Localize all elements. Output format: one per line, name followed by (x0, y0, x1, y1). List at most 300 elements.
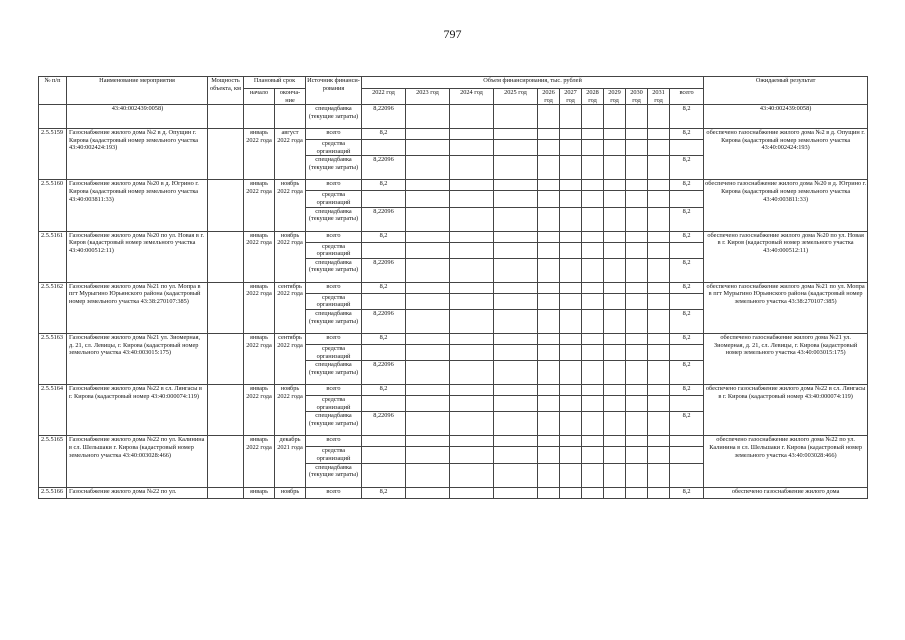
cell-year (582, 447, 604, 463)
header-start: начало (244, 89, 275, 105)
cell-year (450, 282, 494, 293)
cell-year (626, 412, 648, 436)
cell-power (208, 105, 244, 129)
cell-year (582, 344, 604, 360)
cell-year (582, 156, 604, 180)
cell-year (538, 129, 560, 140)
cell-year (406, 129, 450, 140)
header-power: Мощность объекта, км (208, 77, 244, 105)
cell-power (208, 436, 244, 487)
cell-year (648, 242, 670, 258)
cell-power (208, 129, 244, 180)
cell-year (604, 258, 626, 282)
cell-end: ноябрь 2022 года (275, 180, 306, 231)
cell-2022: 8,22096 (362, 412, 406, 436)
cell-2022 (362, 344, 406, 360)
cell-year (494, 333, 538, 344)
cell-year (406, 463, 450, 487)
cell-year (560, 309, 582, 333)
cell-year (604, 105, 626, 129)
cell-total: 8,2 (670, 385, 704, 396)
cell-year (494, 412, 538, 436)
cell-total: 8,2 (670, 180, 704, 191)
header-year: 2027 год (560, 89, 582, 105)
cell-year (648, 207, 670, 231)
cell-year (582, 282, 604, 293)
cell-2022 (362, 191, 406, 207)
cell-year (604, 180, 626, 191)
cell-name: Газоснабжение жилого дома №21 ул. Зиомерная, д. 21, сл. Левицы, г. Кирова (кадастровый номер земельного участка 43:40:003015:175) (67, 333, 208, 384)
cell-year (406, 282, 450, 293)
cell-year (626, 447, 648, 463)
cell-year (648, 180, 670, 191)
cell-source: всего (306, 385, 362, 396)
cell-year (626, 105, 648, 129)
cell-2022 (362, 463, 406, 487)
cell-year (582, 309, 604, 333)
cell-year (538, 436, 560, 447)
cell-year (494, 207, 538, 231)
cell-year (494, 293, 538, 309)
cell-year (648, 309, 670, 333)
cell-year (406, 436, 450, 447)
cell-name: Газоснабжение жилого дома №2 в д. Опущин г. Кирова (кадастровый номер земельного участка 43:40:002424:193) (67, 129, 208, 180)
cell-num: 2.5.5160 (39, 180, 67, 231)
cell-year (450, 396, 494, 412)
cell-year (582, 333, 604, 344)
cell-source: всего (306, 180, 362, 191)
header-year: 2025 год (494, 89, 538, 105)
cell-year (494, 344, 538, 360)
cell-num (39, 105, 67, 129)
cell-result: обеспечено газоснабжение жилого дома №2 в д. Опущин г. Кирова (кадастровый номер земельного участка 43:40:002424:193) (704, 129, 868, 180)
cell-year (538, 282, 560, 293)
cell-year (604, 412, 626, 436)
cell-num: 2.5.5159 (39, 129, 67, 180)
cell-year (450, 436, 494, 447)
header-name: Наименование мероприятия (67, 77, 208, 105)
cell-year (494, 463, 538, 487)
cell-year (604, 487, 626, 498)
cell-year (604, 140, 626, 156)
cell-year (582, 258, 604, 282)
cell-year (494, 447, 538, 463)
cell-year (626, 180, 648, 191)
cell-year (560, 333, 582, 344)
cell-total (670, 242, 704, 258)
cell-source: спецнадбавка (текущие затраты) (306, 361, 362, 385)
cell-source: спецнадбавка (текущие затраты) (306, 309, 362, 333)
cell-year (648, 129, 670, 140)
cell-total (670, 191, 704, 207)
cell-total (670, 140, 704, 156)
cell-2022: 8,2 (362, 180, 406, 191)
cell-power (208, 180, 244, 231)
cell-year (626, 191, 648, 207)
cell-year (582, 293, 604, 309)
cell-year (450, 447, 494, 463)
header-source: Источник финанси-рования (306, 77, 362, 105)
cell-end: сентябрь 2022 года (275, 333, 306, 384)
cell-year (450, 140, 494, 156)
cell-year (538, 231, 560, 242)
cell-start: январь 2022 года (244, 333, 275, 384)
cell-year (406, 231, 450, 242)
cell-year (560, 463, 582, 487)
cell-year (494, 156, 538, 180)
cell-end: ноябрь 2022 года (275, 231, 306, 282)
cell-num: 2.5.5161 (39, 231, 67, 282)
cell-year (604, 447, 626, 463)
cell-year (538, 191, 560, 207)
cell-year (538, 180, 560, 191)
cell-year (406, 396, 450, 412)
cell-year (406, 309, 450, 333)
table-row (39, 385, 868, 396)
cell-year (494, 140, 538, 156)
cell-year (560, 105, 582, 129)
cell-year (648, 293, 670, 309)
cell-year (538, 385, 560, 396)
cell-year (406, 344, 450, 360)
cell-2022: 8,22096 (362, 258, 406, 282)
cell-power (208, 282, 244, 333)
cell-year (494, 242, 538, 258)
cell-year (560, 242, 582, 258)
cell-2022 (362, 447, 406, 463)
cell-year (494, 361, 538, 385)
cell-year (450, 129, 494, 140)
cell-total: 8,2 (670, 258, 704, 282)
cell-year (582, 385, 604, 396)
cell-year (604, 463, 626, 487)
cell-source: спецнадбавка (текущие затраты) (306, 463, 362, 487)
table-row-continued (39, 105, 868, 129)
cell-power (208, 231, 244, 282)
cell-year (450, 258, 494, 282)
table-row-truncated (39, 487, 868, 498)
cell-year (560, 282, 582, 293)
cell-year (582, 412, 604, 436)
cell-year (648, 105, 670, 129)
cell-year (582, 140, 604, 156)
header-year: 2026 год (538, 89, 560, 105)
cell-year (582, 207, 604, 231)
header-num: № п/п (39, 77, 67, 105)
cell-2022: 8,2 (362, 333, 406, 344)
cell-end: август 2022 года (275, 129, 306, 180)
cell-year (560, 140, 582, 156)
cell-total: 8,2 (670, 231, 704, 242)
cell-start: январь (244, 487, 275, 498)
cell-total: 8,2 (670, 207, 704, 231)
cell-source: средства организаций (306, 242, 362, 258)
cell-year (450, 242, 494, 258)
cell-2022: 8,22096 (362, 309, 406, 333)
cell-2022 (362, 242, 406, 258)
cell-year (626, 309, 648, 333)
cell-year (582, 436, 604, 447)
cell-2022: 8,2 (362, 231, 406, 242)
cell-year (494, 129, 538, 140)
cell-year (626, 385, 648, 396)
cell-source: спецнадбавка (текущие затраты) (306, 412, 362, 436)
cell-year (582, 396, 604, 412)
cell-year (604, 242, 626, 258)
header-year: 2024 год (450, 89, 494, 105)
cell-num: 2.5.5165 (39, 436, 67, 487)
cell-year (450, 191, 494, 207)
cell-year (604, 436, 626, 447)
cell-year (648, 361, 670, 385)
cell-end: сентябрь 2022 года (275, 282, 306, 333)
cell-total: 8,2 (670, 487, 704, 498)
cell-2022: 8,2 (362, 385, 406, 396)
cell-year (560, 293, 582, 309)
cell-year (494, 231, 538, 242)
cell-total (670, 344, 704, 360)
cell-year (626, 231, 648, 242)
cell-start (244, 105, 275, 129)
cell-year (450, 231, 494, 242)
cell-total (670, 436, 704, 447)
cell-year (626, 333, 648, 344)
cell-result: 43:40:002439:0058) (704, 105, 868, 129)
cell-year (626, 436, 648, 447)
cell-year (560, 385, 582, 396)
cell-source: всего (306, 282, 362, 293)
table-body (39, 105, 868, 498)
cell-year (406, 487, 450, 498)
cell-year (406, 191, 450, 207)
cell-year (538, 396, 560, 412)
cell-source: всего (306, 333, 362, 344)
cell-year (626, 242, 648, 258)
cell-year (494, 385, 538, 396)
cell-total (670, 396, 704, 412)
cell-year (494, 258, 538, 282)
cell-year (626, 293, 648, 309)
cell-name: Газоснабжение жилого дома №22 в сл. Лянгасы в г. Кирова (кадастровый номер 43:40:000074:119) (67, 385, 208, 436)
cell-source: спецнадбавка (текущие затраты) (306, 258, 362, 282)
cell-year (626, 156, 648, 180)
header-total: всего (670, 89, 704, 105)
cell-year (648, 396, 670, 412)
cell-result: обеспечено газоснабжение жилого дома №20 в д. Югрино г. Кирова (кадастровый номер земельного участка 43:40:003811:33) (704, 180, 868, 231)
cell-year (648, 463, 670, 487)
cell-year (582, 487, 604, 498)
cell-year (406, 105, 450, 129)
cell-year (626, 282, 648, 293)
cell-end (275, 105, 306, 129)
cell-start: январь 2022 года (244, 129, 275, 180)
cell-total (670, 463, 704, 487)
cell-name: Газоснабжение жилого дома №21 по ул. Мопра в пгт Мурыгино Юрьянского района (кадастровый номер земельного участка 43:38:270107:385) (67, 282, 208, 333)
cell-2022: 8,22096 (362, 156, 406, 180)
cell-year (582, 361, 604, 385)
cell-year (648, 282, 670, 293)
cell-year (582, 180, 604, 191)
header-year: 2029 год (604, 89, 626, 105)
cell-source: средства организаций (306, 191, 362, 207)
table-row (39, 180, 868, 191)
header-term: Плановый срок (244, 77, 306, 89)
cell-source: всего (306, 231, 362, 242)
cell-2022: 8,2 (362, 282, 406, 293)
cell-2022: 8,2 (362, 129, 406, 140)
cell-num: 2.5.5164 (39, 385, 67, 436)
table-row (39, 231, 868, 242)
cell-2022 (362, 293, 406, 309)
cell-year (494, 105, 538, 129)
cell-source: спецнадбавка (текущие затраты) (306, 105, 362, 129)
cell-year (450, 487, 494, 498)
cell-start: январь 2022 года (244, 385, 275, 436)
cell-year (648, 140, 670, 156)
cell-year (626, 396, 648, 412)
cell-result: обеспечено газоснабжение жилого дома №20 по ул. Новая в г. Киров (кадастровый номер земельного участка 43:40:000512:11) (704, 231, 868, 282)
cell-year (582, 231, 604, 242)
cell-year (406, 293, 450, 309)
cell-year (450, 333, 494, 344)
cell-year (604, 231, 626, 242)
cell-year (406, 140, 450, 156)
cell-source: средства организаций (306, 344, 362, 360)
cell-end: ноябрь 2022 года (275, 385, 306, 436)
cell-num: 2.5.5166 (39, 487, 67, 498)
cell-year (450, 385, 494, 396)
cell-year (560, 344, 582, 360)
cell-result: обеспечено газоснабжение жилого дома №21 ул. Зиомерная, д. 21, сл. Левицы, г. Кирова (кадастровый номер земельного участка 43:40:003015:175) (704, 333, 868, 384)
cell-year (626, 487, 648, 498)
header-year: 2030 год (626, 89, 648, 105)
cell-2022 (362, 396, 406, 412)
cell-end: декабрь 2021 года (275, 436, 306, 487)
cell-total: 8,2 (670, 333, 704, 344)
header-year: 2031 год (648, 89, 670, 105)
cell-year (494, 487, 538, 498)
cell-year (450, 463, 494, 487)
cell-2022: 8,22096 (362, 361, 406, 385)
cell-result: обеспечено газоснабжение жилого дома №21 по ул. Мопра в пгт Мурыгино Юрьянского района (кадастровый номер земельного участка 43:38:270107:385) (704, 282, 868, 333)
finance-table-container (38, 76, 867, 499)
cell-year (538, 105, 560, 129)
cell-year (406, 258, 450, 282)
cell-year (604, 156, 626, 180)
cell-year (538, 242, 560, 258)
cell-name: Газоснабжение жилого дома №22 по ул. Калинина в сл. Шельшаки г. Кирова (кадастровый номер земельного участка 43:40:003028:466) (67, 436, 208, 487)
cell-year (450, 361, 494, 385)
cell-year (538, 412, 560, 436)
cell-year (560, 156, 582, 180)
cell-total (670, 293, 704, 309)
cell-year (538, 140, 560, 156)
cell-year (648, 231, 670, 242)
cell-year (560, 396, 582, 412)
table-row (39, 436, 868, 447)
cell-total: 8,2 (670, 129, 704, 140)
cell-end: ноябрь (275, 487, 306, 498)
header-result: Ожидаемый результат (704, 77, 868, 105)
cell-year (582, 242, 604, 258)
cell-year (626, 463, 648, 487)
cell-power (208, 385, 244, 436)
cell-name: Газоснабжение жилого дома №22 по ул. (67, 487, 208, 498)
table-row (39, 129, 868, 140)
cell-year (648, 258, 670, 282)
cell-year (560, 412, 582, 436)
cell-year (604, 207, 626, 231)
cell-year (604, 282, 626, 293)
cell-year (538, 258, 560, 282)
cell-year (538, 309, 560, 333)
cell-year (582, 105, 604, 129)
cell-source: всего (306, 487, 362, 498)
cell-year (582, 129, 604, 140)
cell-year (406, 447, 450, 463)
cell-year (538, 487, 560, 498)
cell-year (406, 412, 450, 436)
cell-2022 (362, 436, 406, 447)
cell-source: средства организаций (306, 140, 362, 156)
cell-year (604, 191, 626, 207)
cell-year (450, 207, 494, 231)
cell-year (560, 191, 582, 207)
cell-source: средства организаций (306, 396, 362, 412)
cell-result: обеспечено газоснабжение жилого дома №22 в сл. Лянгасы в г. Кирова (кадастровый номер 43:40:000074:119) (704, 385, 868, 436)
cell-year (604, 309, 626, 333)
cell-year (604, 361, 626, 385)
cell-year (604, 385, 626, 396)
cell-year (604, 129, 626, 140)
cell-year (494, 180, 538, 191)
header-end: оконча-ние (275, 89, 306, 105)
cell-year (494, 436, 538, 447)
cell-year (626, 129, 648, 140)
cell-year (538, 361, 560, 385)
cell-year (604, 344, 626, 360)
cell-year (604, 396, 626, 412)
cell-2022: 8,22096 (362, 105, 406, 129)
cell-year (538, 447, 560, 463)
cell-total: 8,2 (670, 412, 704, 436)
cell-year (560, 207, 582, 231)
cell-year (538, 333, 560, 344)
header-volume: Объем финансирования, тыс. рублей (362, 77, 704, 89)
cell-year (626, 140, 648, 156)
cell-year (560, 487, 582, 498)
cell-year (560, 447, 582, 463)
cell-year (560, 129, 582, 140)
cell-start: январь 2022 года (244, 436, 275, 487)
cell-year (406, 207, 450, 231)
cell-year (450, 344, 494, 360)
cell-year (406, 180, 450, 191)
cell-source: средства организаций (306, 293, 362, 309)
cell-power (208, 333, 244, 384)
cell-num: 2.5.5163 (39, 333, 67, 384)
cell-year (450, 180, 494, 191)
cell-source: всего (306, 129, 362, 140)
cell-year (450, 293, 494, 309)
cell-year (626, 258, 648, 282)
finance-table (38, 76, 868, 499)
cell-year (604, 293, 626, 309)
cell-year (648, 156, 670, 180)
cell-year (406, 385, 450, 396)
cell-year (538, 293, 560, 309)
cell-year (538, 207, 560, 231)
